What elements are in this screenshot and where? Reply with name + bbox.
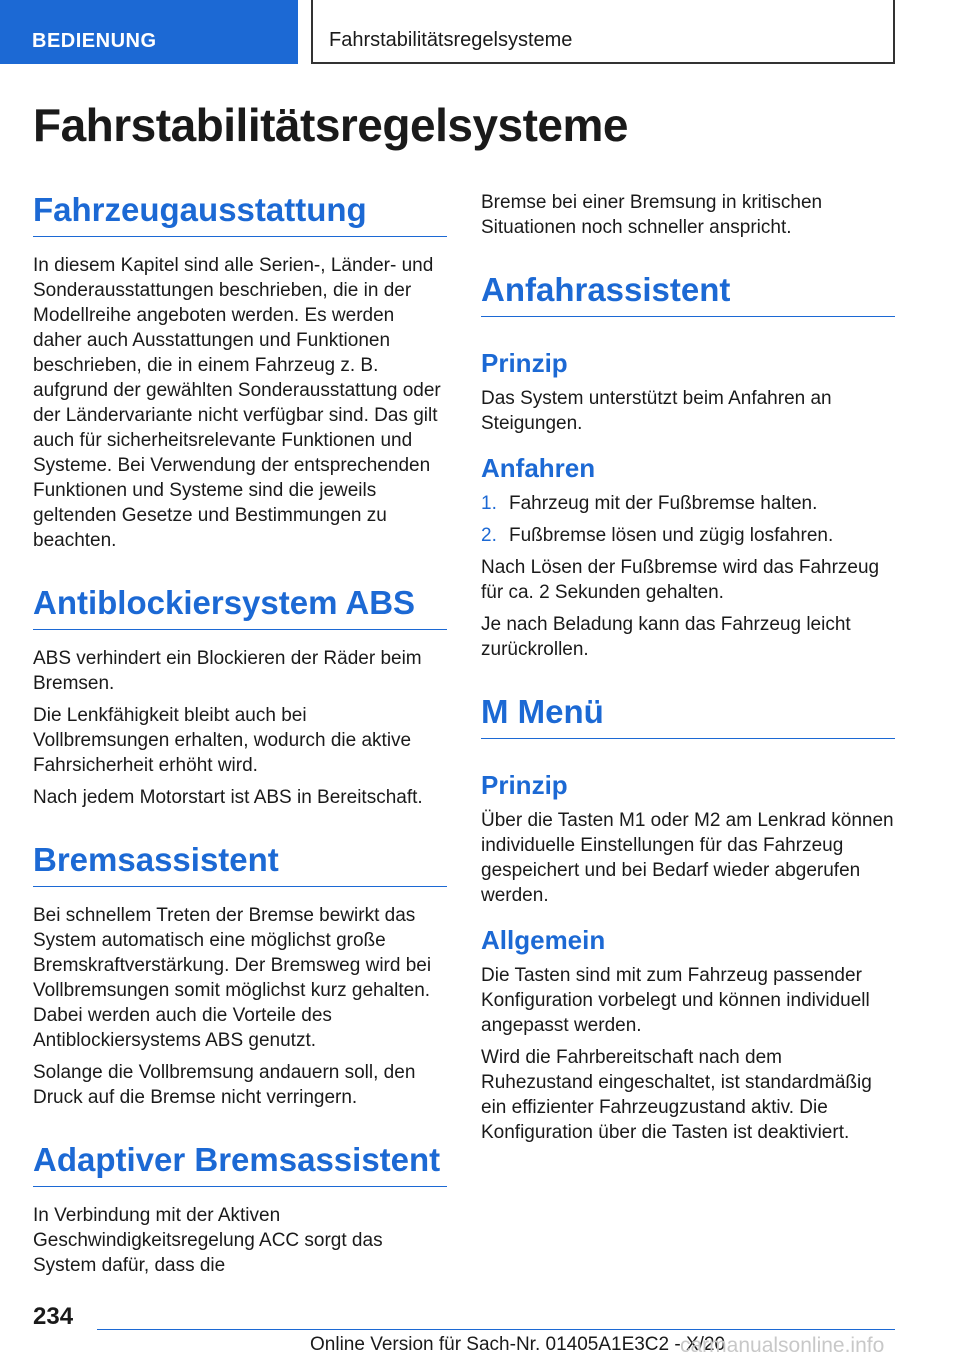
section-label: BEDIENUNG bbox=[32, 30, 157, 52]
subheading-allgemein: Allgemein bbox=[481, 925, 606, 955]
paragraph: Nach jedem Motorstart ist ABS in Bereitschaft. bbox=[33, 787, 423, 808]
right-column bbox=[481, 190, 895, 1145]
subheading-prinzip: Prinzip bbox=[481, 770, 568, 800]
paragraph: Je nach Beladung kann das Fahrzeug leicht zurückrollen. bbox=[481, 614, 851, 660]
paragraph: Die Lenkfähigkeit bleibt auch bei Vollbremsungen erhalten, wodurch die aktive Fahrsicherheit erhöht wird. bbox=[33, 705, 412, 776]
paragraph: ABS verhindert ein Blockieren der Räder beim Bremsen. bbox=[33, 648, 422, 694]
section-title-adaptiver-bremsassistent: Adaptiver Bremsassistent bbox=[33, 1140, 447, 1187]
paragraph: In Verbindung mit der Aktiven Geschwindigkeitsregelung ACC sorgt das System dafür, dass die bbox=[33, 1205, 383, 1276]
section-tab bbox=[0, 0, 298, 64]
step-text: Fußbremse lösen und zügig losfahren. bbox=[509, 525, 834, 546]
chapter-label: Fahrstabilitätsregelsysteme bbox=[329, 29, 573, 51]
subheading-anfahren: Anfahren bbox=[481, 453, 596, 483]
paragraph: Bei schnellem Treten der Bremse bewirkt das System automatisch eine möglichst große Bremskraftverstärkung. Der Bremsweg wird bei Vollbremsungen somit möglichst kurz gehalten. Dabei werden auch die Vorteile des Antiblockiersystems ABS genutzt. bbox=[33, 905, 432, 1051]
step-number: 2. bbox=[481, 525, 497, 546]
section-title-abs: Antiblockiersystem ABS bbox=[33, 583, 447, 630]
section-title-anfahrassistent: Anfahrassistent bbox=[481, 270, 895, 317]
footer-online-version: Online Version für Sach-Nr. 01405A1E3C2 - X/20 bbox=[310, 1334, 726, 1355]
list-item bbox=[481, 523, 895, 548]
chapter-header bbox=[311, 0, 895, 64]
section-title-fahrzeugausstattung: Fahrzeugausstattung bbox=[33, 190, 447, 237]
paragraph: In diesem Kapitel sind alle Serien-, Länder- und Sonderausstattungen beschrieben, die in der Modellreihe angeboten werden. Es werden daher auch Ausstattungen und Funktionen beschrieben, die in einem Fahrzeug z. B. aufgrund der gewählten Sonderausstattung oder der Ländervariante nicht verfügbar sind. Das gilt auch für sicherheitsrelevante Funktionen und Systeme. Bei Verwendung der entsprechenden Funktionen und Systeme sind die jeweils geltenden Gesetze und Bestimmungen zu beachten. bbox=[33, 255, 441, 551]
steps-list bbox=[481, 491, 895, 548]
step-number: 1. bbox=[481, 493, 497, 514]
step-text: Fahrzeug mit der Fußbremse halten. bbox=[509, 493, 818, 514]
left-column bbox=[33, 190, 447, 1278]
paragraph: Bremse bei einer Bremsung in kritischen Situationen noch schneller anspricht. bbox=[481, 192, 823, 238]
footer-divider bbox=[97, 1329, 895, 1330]
paragraph: Solange die Vollbremsung andauern soll, den Druck auf die Bremse nicht verringern. bbox=[33, 1062, 416, 1108]
paragraph: Über die Tasten M1 oder M2 am Lenkrad können individuelle Einstellungen für das Fahrzeug gespeichert und bei Bedarf wieder abgerufen werden. bbox=[481, 810, 894, 906]
page-number: 234 bbox=[33, 1303, 74, 1330]
page-title: Fahrstabilitätsregelsysteme bbox=[33, 99, 628, 151]
section-title-bremsassistent: Bremsassistent bbox=[33, 840, 447, 887]
list-item bbox=[481, 491, 895, 516]
section-title-m-menue: M Menü bbox=[481, 692, 895, 739]
subheading-prinzip: Prinzip bbox=[481, 348, 568, 378]
watermark: carmanualsonline.info bbox=[680, 1334, 885, 1357]
paragraph: Das System unterstützt beim Anfahren an Steigungen. bbox=[481, 388, 832, 434]
paragraph: Wird die Fahrbereitschaft nach dem Ruhezustand eingeschaltet, ist standardmäßig ein effizienter Fahrzeugzustand aktiv. Die Konfiguration über die Tasten ist deaktiviert. bbox=[481, 1047, 872, 1143]
paragraph: Die Tasten sind mit zum Fahrzeug passender Konfiguration vorbelegt und können individuell angepasst werden. bbox=[481, 965, 870, 1036]
paragraph: Nach Lösen der Fußbremse wird das Fahrzeug für ca. 2 Sekunden gehalten. bbox=[481, 557, 880, 603]
